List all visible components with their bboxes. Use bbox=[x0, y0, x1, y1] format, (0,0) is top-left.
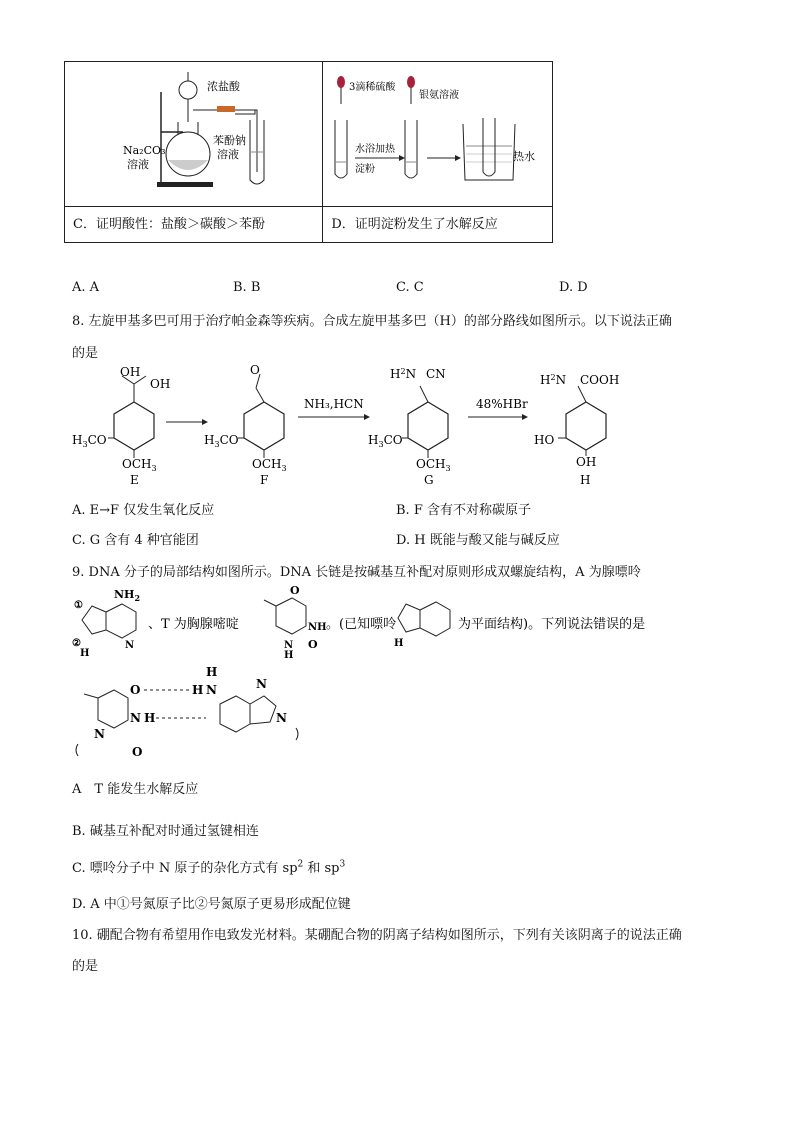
svg-text:H: H bbox=[192, 683, 204, 697]
svg-text:①: ① bbox=[74, 600, 83, 611]
svg-text:N: N bbox=[256, 677, 267, 691]
svg-text:NH: NH bbox=[308, 622, 327, 633]
label-e: E bbox=[130, 473, 139, 487]
svg-text:CN: CN bbox=[426, 367, 446, 381]
reagent-hbr: 48%HBr bbox=[476, 397, 528, 411]
q9-option-a: A T 能发生水解反应 bbox=[72, 782, 199, 797]
label-na2co3: Na₂CO₃ bbox=[123, 144, 166, 157]
svg-text:NH2: $NH_2$ bbox=[114, 588, 141, 603]
label-starch: 淀粉 bbox=[355, 164, 376, 175]
label-h: H bbox=[580, 473, 591, 487]
svg-text:H: H bbox=[144, 711, 156, 725]
q9-stem: 9. DNA 分子的局部结构如图所示。DNA 长链是按碱基互补配对原则形成双螺旋结构，A 为腺嘌呤 bbox=[72, 565, 641, 580]
svg-text:N: N bbox=[276, 711, 287, 725]
q8-option-c: C. G 含有 4 种官能团 bbox=[72, 533, 199, 548]
q9-planar-text: 为平面结构)。下列说法错误的是 bbox=[458, 617, 646, 632]
label-water-bath: 水浴加热 bbox=[355, 144, 396, 155]
svg-text:OH: OH bbox=[120, 365, 141, 379]
svg-text:O: O bbox=[290, 586, 300, 597]
q7-option-b: B. B bbox=[233, 280, 261, 295]
caption-c-cell bbox=[65, 207, 323, 243]
label-conc-hcl: 浓盐酸 bbox=[207, 80, 240, 93]
acid-comparison-apparatus bbox=[65, 62, 321, 202]
label-phenoxide-solution: 溶液 bbox=[217, 148, 239, 161]
q9-option-b: B. 碱基互补配对时通过氢键相连 bbox=[72, 824, 259, 839]
q9-t-text: 、T 为胸腺嘧啶 bbox=[148, 617, 239, 632]
q9-bases-row bbox=[64, 586, 684, 658]
q8-stem-line1: 8. 左旋甲基多巴可用于治疗帕金森等疾病。合成左旋甲基多巴（H）的部分路线如图所示。以下说法正确 bbox=[72, 314, 672, 329]
svg-text:HO: HO bbox=[534, 433, 555, 447]
q10-stem-line1: 10. 硼配合物有希望用作电致发光材料。某硼配合物的阴离子结构如图所示，下列有关该阴离子的说法正确 bbox=[72, 928, 682, 943]
svg-text:H2N: $H^2N$ bbox=[540, 373, 567, 387]
label-silver-ammonia: 银氨溶液 bbox=[419, 90, 460, 101]
q9-option-c: C. 嘌呤分子中 N 原子的杂化方式有 $sp^2$ 和 $sp^3$ bbox=[72, 859, 346, 876]
svg-text:N: N bbox=[206, 683, 217, 697]
label-phenoxide: 苯酚钠 bbox=[213, 134, 246, 147]
q8-option-a: A. E→F 仅发生氧化反应 bbox=[72, 503, 215, 518]
svg-text:OCH3: $OCH_3$ bbox=[122, 457, 157, 473]
svg-text:O: O bbox=[130, 683, 141, 697]
svg-text:O: O bbox=[308, 638, 318, 651]
q9-option-d: D. A 中①号氮原子比②号氮原子更易形成配位键 bbox=[72, 897, 351, 912]
q7-option-d: D. D bbox=[559, 280, 588, 295]
svg-text:H3CO: $H_3CO$ bbox=[72, 433, 107, 449]
svg-text:H: H bbox=[284, 650, 294, 658]
svg-text:N: N bbox=[130, 711, 141, 725]
starch-hydrolysis-apparatus bbox=[323, 62, 551, 202]
svg-text:OH: OH bbox=[576, 455, 597, 469]
q8-option-d: D. H 既能与酸又能与碱反应 bbox=[396, 533, 560, 548]
svg-text:H3CO: $H_3CO$ bbox=[204, 433, 239, 449]
label-na2co3-solution: 溶液 bbox=[127, 158, 149, 171]
q9-purine-text: 。(已知嘌呤 bbox=[326, 617, 397, 632]
label-g: G bbox=[424, 473, 434, 487]
q8-option-b: B. F 含有不对称碳原子 bbox=[396, 503, 531, 518]
q8-stem-line2: 的是 bbox=[72, 346, 99, 361]
svg-text:②: ② bbox=[72, 638, 81, 649]
apparatus-d-cell bbox=[323, 62, 553, 207]
reagent-nh3-hcn: NH₃,HCN bbox=[304, 397, 364, 411]
caption-c: C．证明酸性：盐酸＞碳酸＞苯酚 bbox=[73, 217, 265, 232]
apparatus-table bbox=[64, 61, 553, 243]
svg-text:N: N bbox=[125, 640, 135, 651]
q10-stem-line2: 的是 bbox=[72, 959, 99, 974]
svg-text:OH: OH bbox=[150, 377, 171, 391]
svg-text:N: N bbox=[284, 640, 294, 651]
svg-text:N: N bbox=[94, 727, 105, 741]
q7-option-a: A. A bbox=[72, 280, 100, 295]
svg-text:O: O bbox=[132, 745, 143, 759]
svg-text:H: H bbox=[394, 638, 404, 649]
q9-base-pair-diagram bbox=[64, 664, 364, 764]
q7-option-c: C. C bbox=[396, 280, 424, 295]
svg-text:COOH: COOH bbox=[580, 373, 620, 387]
svg-text:H: H bbox=[206, 665, 218, 679]
svg-text:H2N: $H^2N$ bbox=[390, 367, 417, 381]
apparatus-c-cell bbox=[65, 62, 323, 207]
svg-text:O: O bbox=[250, 363, 260, 377]
q8-synthesis-route bbox=[64, 362, 664, 490]
svg-text:H3CO: $H_3CO$ bbox=[368, 433, 403, 449]
label-dilute-h2so4: 3滴稀硫酸 bbox=[349, 82, 396, 93]
svg-text:OCH3: $OCH_3$ bbox=[252, 457, 287, 473]
svg-text:H: H bbox=[80, 648, 90, 658]
svg-text:OCH3: $OCH_3$ bbox=[416, 457, 451, 473]
caption-d-cell bbox=[323, 207, 553, 243]
label-f: F bbox=[260, 473, 269, 487]
caption-d: D．证明淀粉发生了水解反应 bbox=[331, 217, 498, 232]
label-hot-water: 热水 bbox=[513, 150, 536, 163]
